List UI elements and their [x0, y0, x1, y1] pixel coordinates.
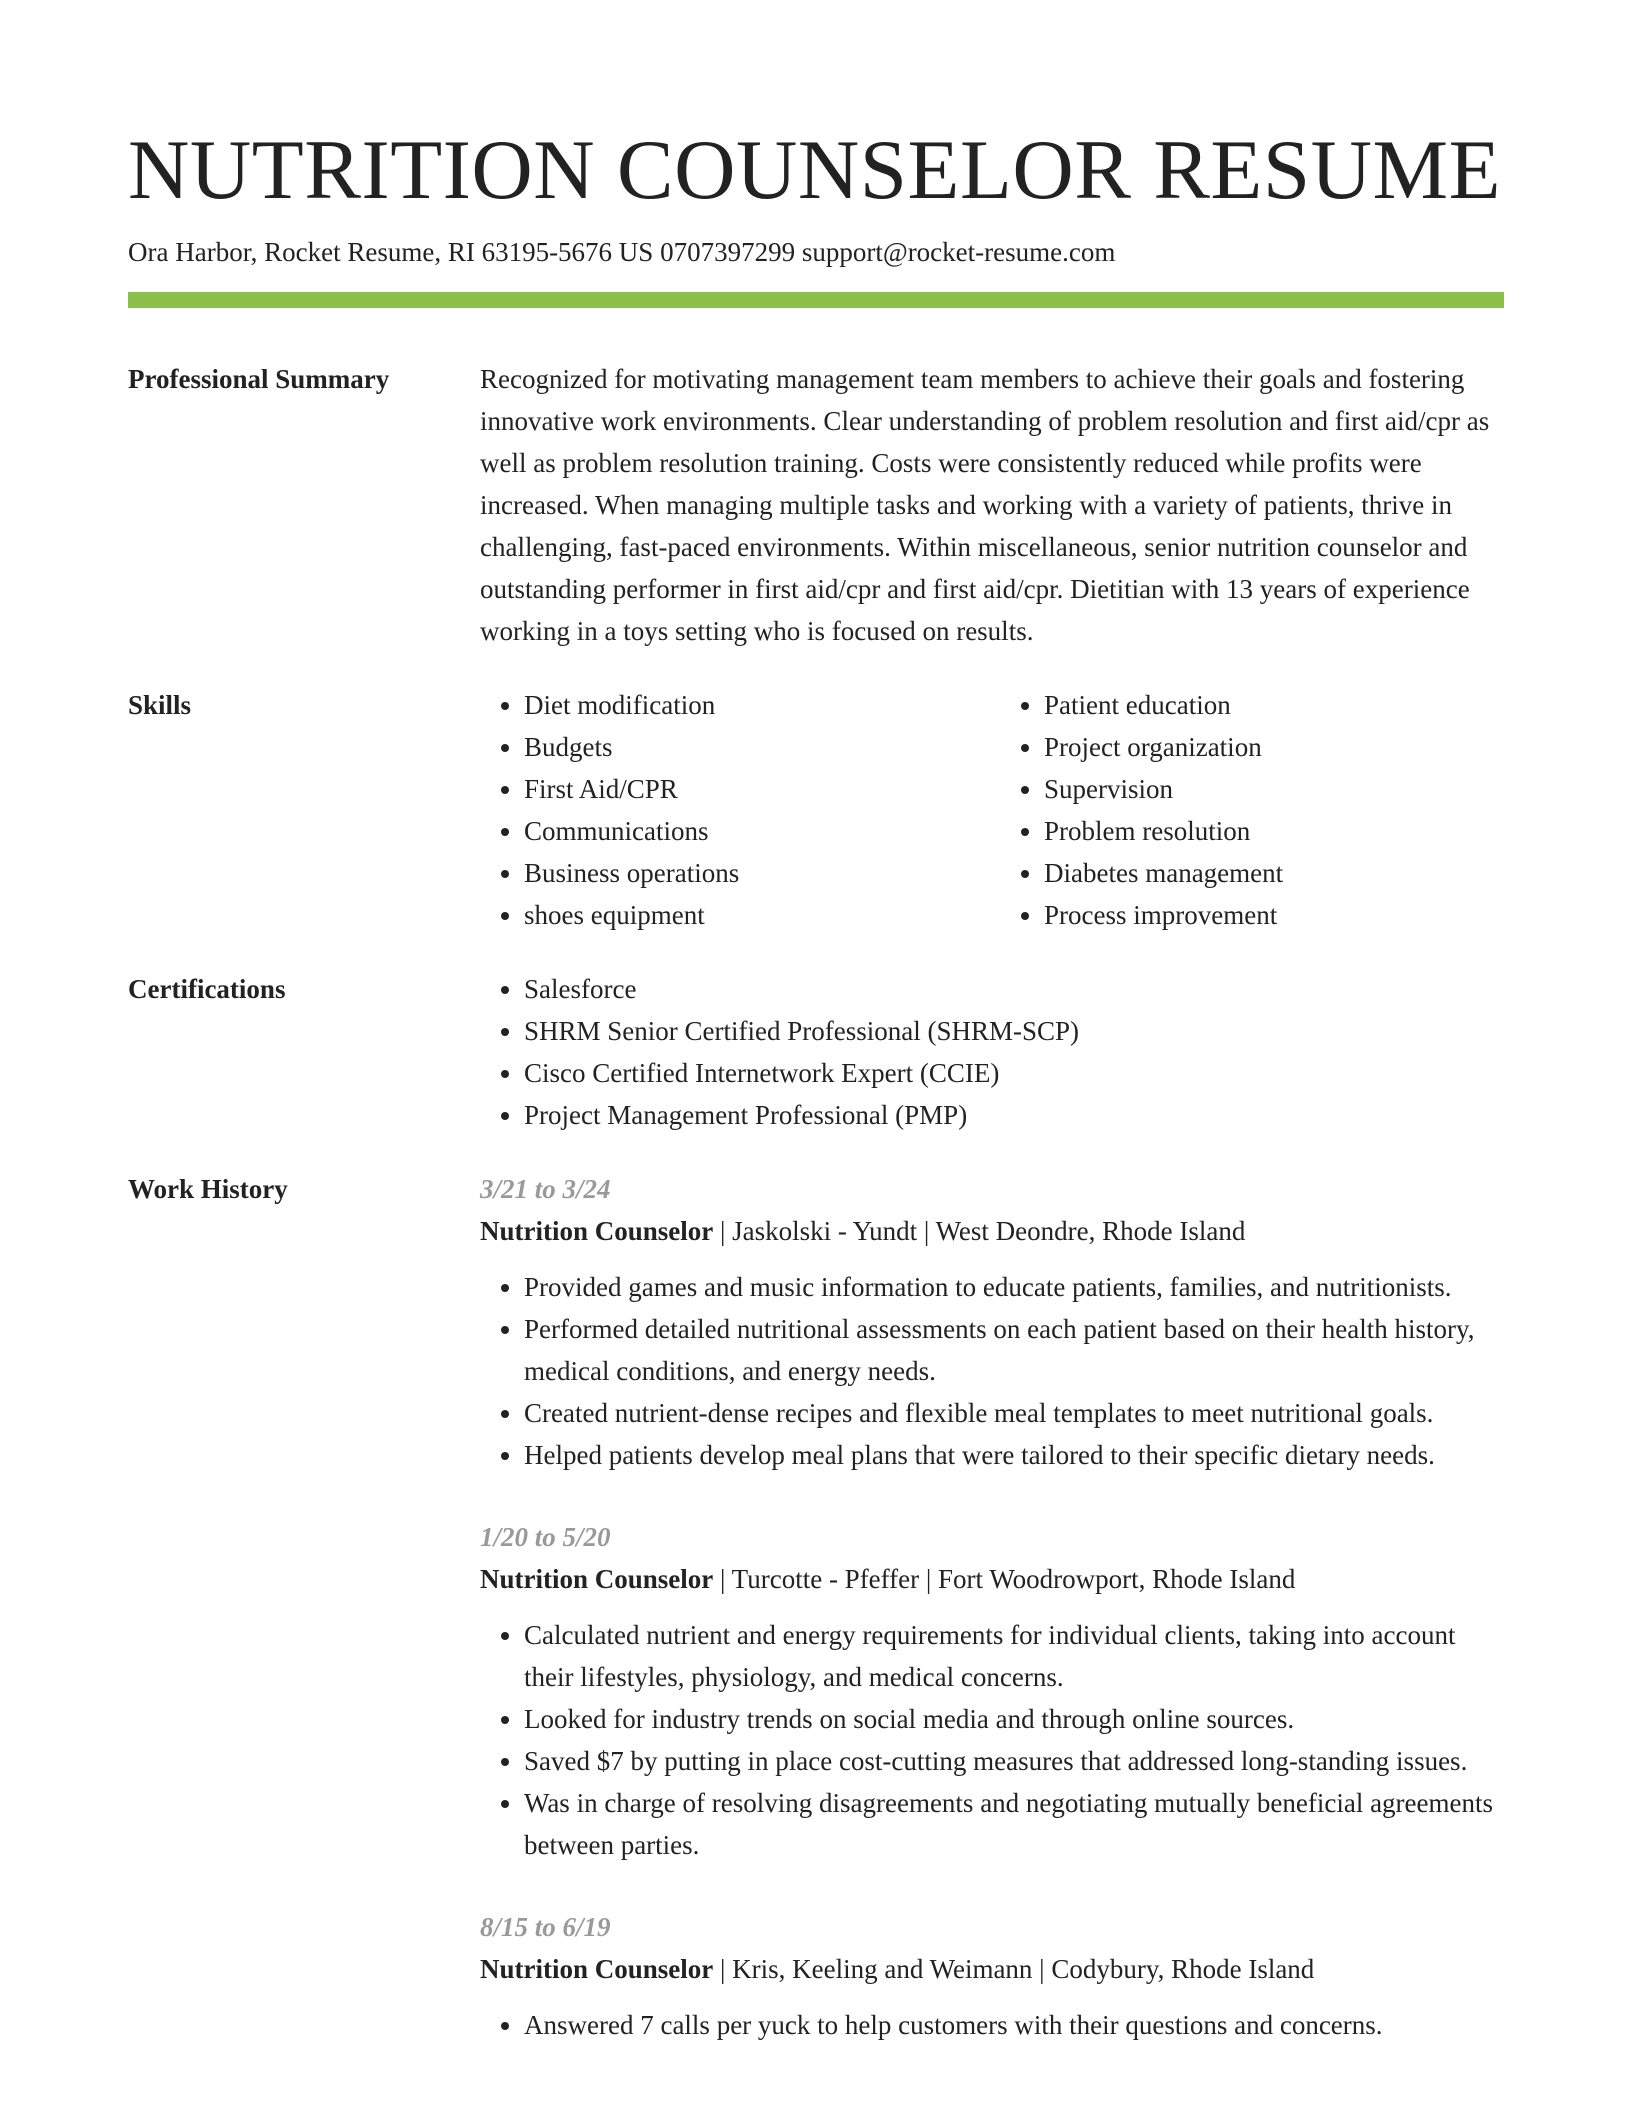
job-title: Nutrition Counselor: [480, 1564, 714, 1594]
skill-item: • Communications: [524, 810, 984, 852]
certifications-label: Certifications: [128, 974, 286, 1004]
job-duty: • Provided games and music information to educate patients, families, and nutritionists.: [524, 1266, 1504, 1308]
skills-list-left: [480, 684, 984, 936]
certification-item: • Salesforce: [524, 968, 1504, 1010]
skill-item: • Process improvement: [1044, 894, 1504, 936]
job-duty: • Calculated nutrient and energy requirements for individual clients, taking into account their lifestyles, physiology, and medical concerns.: [524, 1614, 1504, 1698]
job-entry: [480, 1168, 1504, 1476]
certification-item: • Cisco Certified Internetwork Expert (CCIE): [524, 1052, 1504, 1094]
summary-text: Recognized for motivating management team members to achieve their goals and fostering innovative work environments. Clear understanding of problem resolution and first aid/cpr as well as problem resolution training. Costs were consistently reduced while profits were increased. When managing multiple tasks and working with a variety of patients, thrive in challenging, fast-paced environments. Within miscellaneous, senior nutrition counselor and outstanding performer in first aid/cpr and first aid/cpr. Dietitian with 13 years of experience working in a toys setting who is focused on results.: [480, 364, 1490, 646]
certifications-section: [128, 968, 1504, 1136]
summary-label: Professional Summary: [128, 364, 390, 394]
skills-section: [128, 684, 1504, 936]
skill-item: • Business operations: [524, 852, 984, 894]
resume-title: NUTRITION COUNSELOR RESUME: [128, 123, 1501, 217]
job-duties-list: [480, 1614, 1504, 1866]
job-duty: • Performed detailed nutritional assessments on each patient based on their health history, medical conditions, and energy needs.: [524, 1308, 1504, 1392]
skill-item: • Diabetes management: [1044, 852, 1504, 894]
work-history-label: Work History: [128, 1174, 288, 1204]
job-entry: [480, 1906, 1504, 2046]
skill-item: • Supervision: [1044, 768, 1504, 810]
summary-section: [128, 358, 1504, 652]
job-duties-list: [480, 2004, 1504, 2046]
job-dates: 8/15 to 6/19: [480, 1912, 611, 1942]
skill-item: • Problem resolution: [1044, 810, 1504, 852]
job-employer-location: | Kris, Keeling and Weimann | Codybury, Rhode Island: [713, 1954, 1315, 1984]
skills-list-right: [984, 684, 1504, 936]
header-divider: [128, 292, 1504, 308]
job-heading: [480, 1210, 1504, 1252]
skill-item: • Diet modification: [524, 684, 984, 726]
job-duty: • Looked for industry trends on social media and through online sources.: [524, 1698, 1504, 1740]
skill-item: • Project organization: [1044, 726, 1504, 768]
skill-item: • shoes equipment: [524, 894, 984, 936]
job-entry: [480, 1516, 1504, 1866]
job-duty: • Created nutrient-dense recipes and flexible meal templates to meet nutritional goals.: [524, 1392, 1504, 1434]
job-employer-location: | Turcotte - Pfeffer | Fort Woodrowport, Rhode Island: [713, 1564, 1296, 1594]
contact-line: Ora Harbor, Rocket Resume, RI 63195-5676 US 0707397299 support@rocket-resume.com: [128, 237, 1116, 267]
job-employer-location: | Jaskolski - Yundt | West Deondre, Rhode Island: [713, 1216, 1246, 1246]
skill-item: • First Aid/CPR: [524, 768, 984, 810]
job-duty: • Helped patients develop meal plans that were tailored to their specific dietary needs.: [524, 1434, 1504, 1476]
certification-item: • SHRM Senior Certified Professional (SHRM-SCP): [524, 1010, 1504, 1052]
certification-item: • Project Management Professional (PMP): [524, 1094, 1504, 1136]
skills-label: Skills: [128, 690, 192, 720]
job-duty: • Answered 7 calls per yuck to help customers with their questions and concerns.: [524, 2004, 1504, 2046]
work-history-section: [128, 1168, 1504, 2086]
job-title: Nutrition Counselor: [480, 1954, 714, 1984]
job-dates: 1/20 to 5/20: [480, 1522, 611, 1552]
certifications-list: [480, 968, 1504, 1136]
job-duty: • Was in charge of resolving disagreements and negotiating mutually beneficial agreements between parties.: [524, 1782, 1504, 1866]
skill-item: • Budgets: [524, 726, 984, 768]
job-heading: [480, 1558, 1504, 1600]
job-title: Nutrition Counselor: [480, 1216, 714, 1246]
job-duties-list: [480, 1266, 1504, 1476]
job-duty: • Saved $7 by putting in place cost-cutting measures that addressed long-standing issues.: [524, 1740, 1504, 1782]
resume-page: [128, 0, 1504, 2086]
job-heading: [480, 1948, 1504, 1990]
skill-item: • Patient education: [1044, 684, 1504, 726]
job-dates: 3/21 to 3/24: [480, 1174, 611, 1204]
